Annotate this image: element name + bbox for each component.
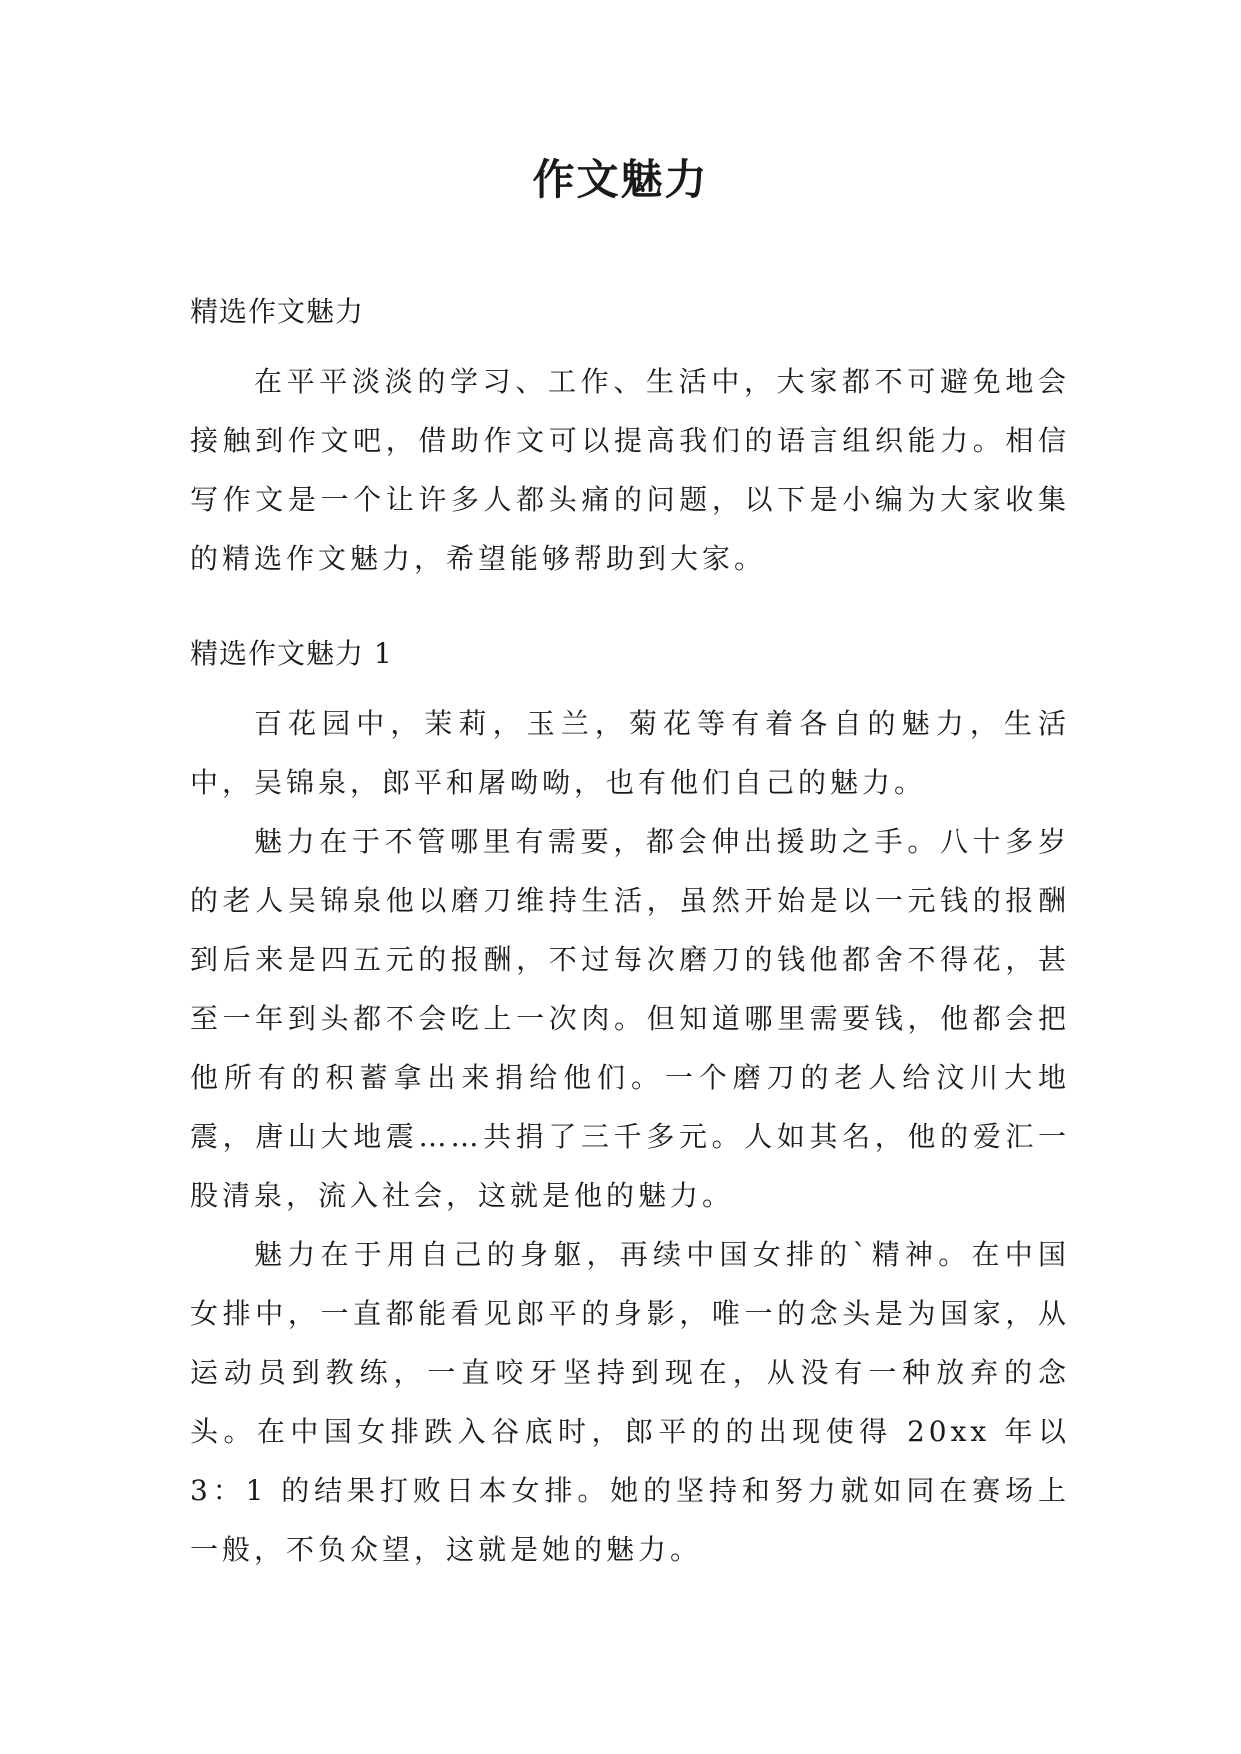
essay-paragraph-2: 魅力在于不管哪里有需要，都会伸出援助之手。八十多岁的老人吴锦泉他以磨刀维持生活，虽然开始是以一元钱的报酬到后来是四五元的报酬，不过每次磨刀的钱他都舍不得花，甚至一年到头都不会吃上一次肉。但知道哪里需要钱，他都会把他所有的积蓄拿出来捐给他们。一个磨刀的老人给汶川大地震，唐山大地震……共捐了三千多元。人如其名，他的爱汇一股清泉，流入社会，这就是他的魅力。 [190,825,1070,1212]
section-spacer [190,588,1070,632]
essay-paragraph-3: 魅力在于用自己的身躯，再续中国女排的`精神。在中国女排中，一直都能看见郎平的身影，唯一的念头是为国家，从运动员到教练，一直咬牙坚持到现在，从没有一种放弃的念头。在中国女排跌入谷底时，郎平的的出现使得 20xx 年以 3：1 的结果打败日本女排。她的坚持和努力就如同在赛场上一般，不负众望，这就是她的魅力。 [190,1238,1070,1566]
essay-paragraph-1: 百花园中，茉莉，玉兰，菊花等有着各自的魅力，生活中，吴锦泉，郎平和屠呦呦，也有他们自己的魅力。 [190,707,1070,799]
document-body [190,290,1070,1579]
essay-heading: 精选作文魅力 1 [190,637,393,670]
intro-heading: 精选作文魅力 [190,295,365,328]
document-title: 作文魅力 [532,155,709,204]
intro-paragraph: 在平平淡淡的学习、工作、生活中，大家都不可避免地会接触到作文吧，借助作文可以提高我们的语言组织能力。相信写作文是一个让许多人都头痛的问题，以下是小编为大家收集的精选作文魅力，希望能够帮助到大家。 [190,365,1070,575]
